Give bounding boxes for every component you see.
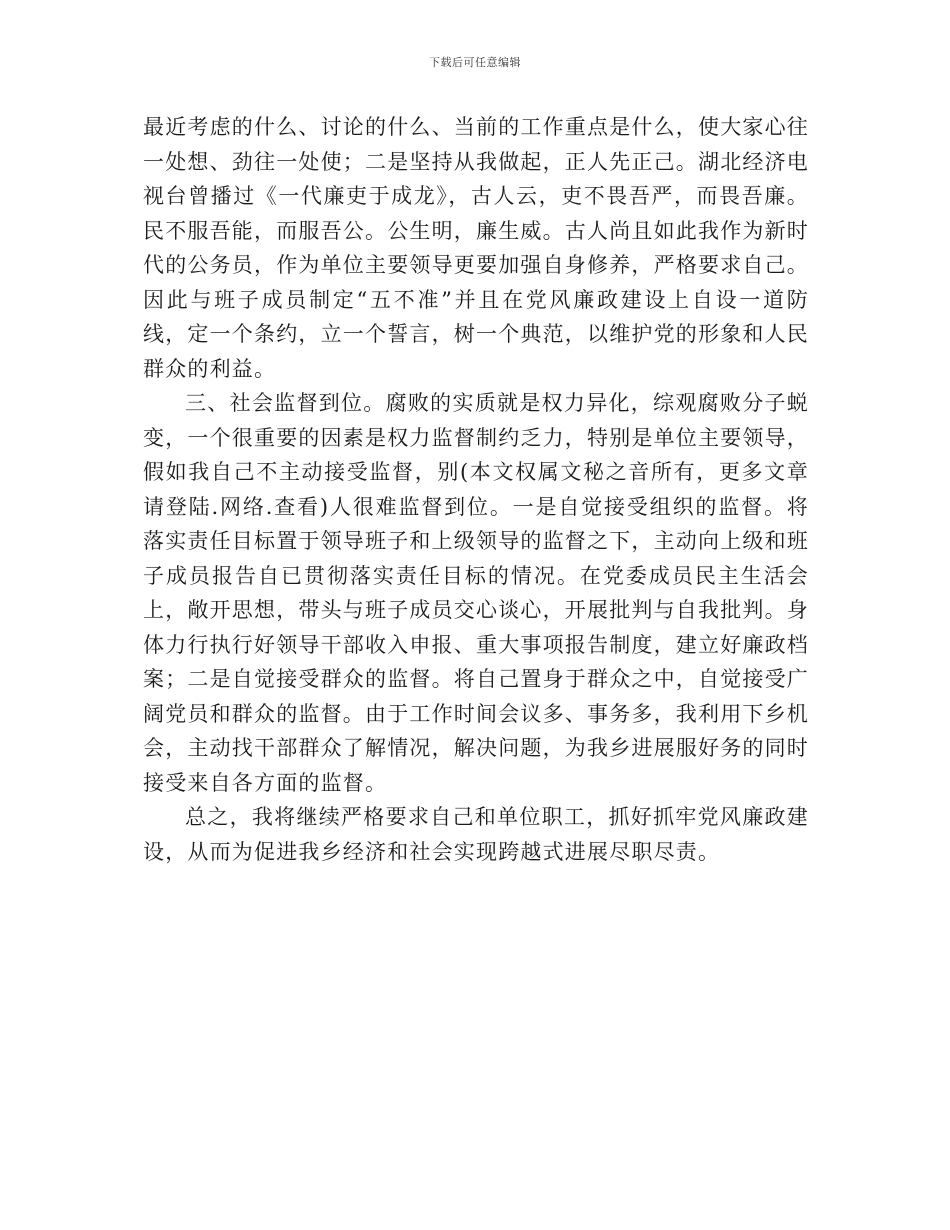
- document-body: [143, 110, 809, 869]
- paragraph-continuation: 最近考虑的什么、讨论的什么、当前的工作重点是什么，使大家心往一处想、劲往一处使；二是坚持从我做起，正人先正己。湖北经济电视台曾播过《一代廉吏于成龙》，古人云，吏不畏吾严，而畏吾廉。民不服吾能，而服吾公。公生明，廉生威。古人尚且如此我作为新时代的公务员，作为单位主要领导更要加强自身修养，严格要求自己。因此与班子成员制定“五不准”并且在党风廉政建设上自设一道防线，定一个条约，立一个誓言，树一个典范，以维护党的形象和人民群众的利益。: [143, 115, 809, 381]
- paragraph-social-supervision: 三、社会监督到位。腐败的实质就是权力异化，综观腐败分子蜕变，一个很重要的因素是权力监督制约乏力，特别是单位主要领导，假如我自己不主动接受监督，别(本文权属文秘之音所有，更多文章请登陆.网络.查看)人很难监督到位。一是自觉接受组织的监督。将落实责任目标置于领导班子和上级领导的监督之下，主动向上级和班子成员报告自已贯彻落实责任目标的情况。在党委成员民主生活会上，敞开思想，带头与班子成员交心谈心，开展批判与自我批判。身体力行执行好领导干部收入申报、重大事项报告制度，建立好廉政档案；二是自觉接受群众的监督。将自己置身于群众之中，自觉接受广阔党员和群众的监督。由于工作时间会议多、事务多，我利用下乡机会，主动找干部群众了解情况，解决问题，为我乡进展服好务的同时接受来自各方面的监督。: [143, 391, 809, 795]
- paragraph-conclusion: 总之，我将继续严格要求自己和单位职工，抓好抓牢党风廉政建设，从而为促进我乡经济和社会实现跨越式进展尽职尽责。: [143, 805, 809, 864]
- page-header-note: 下载后可任意编辑: [429, 56, 521, 69]
